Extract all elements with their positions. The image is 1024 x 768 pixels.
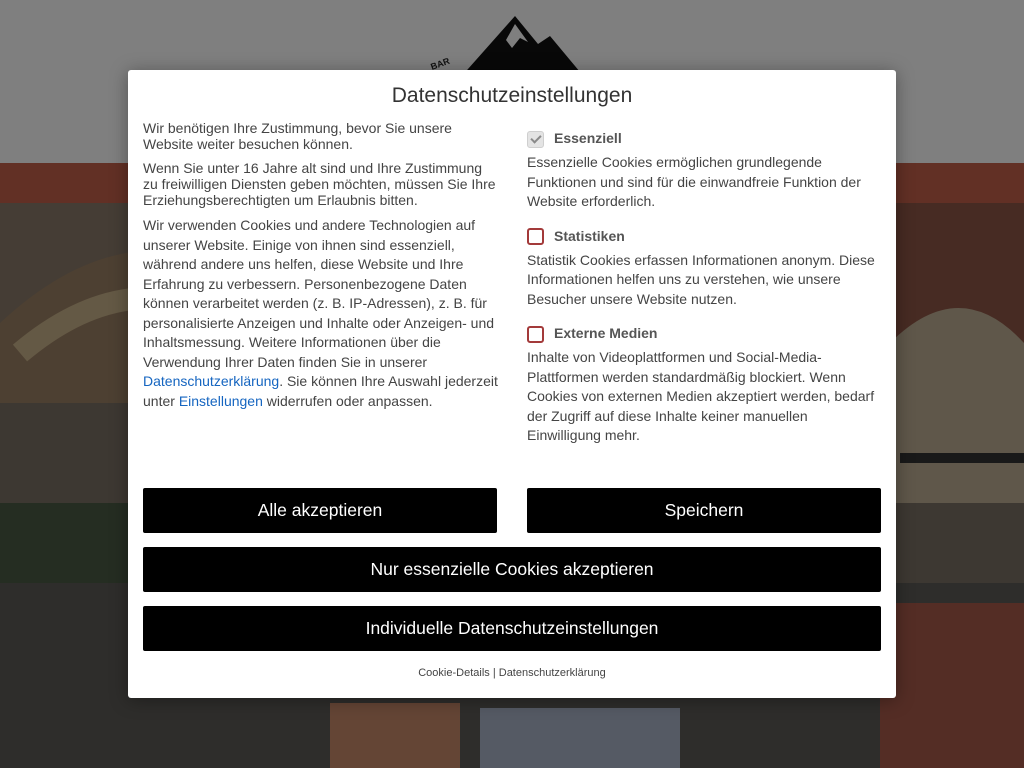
individual-settings-button[interactable]: Individuelle Datenschutzeinstellungen bbox=[143, 606, 881, 651]
group-description-statistics: Statistik Cookies erfassen Informationen anonym. Diese Informationen helfen uns zu verstehen, wie unsere Besucher unsere Website nutzen. bbox=[527, 251, 875, 307]
group-description-essential: Essenzielle Cookies ermöglichen grundlegende Funktionen und sind für die einwandfreie Funktion der Website erforderlich. bbox=[527, 154, 861, 209]
external-media-checkbox[interactable] bbox=[527, 326, 544, 343]
privacy-settings-dialog bbox=[128, 70, 896, 698]
consent-group-external-media bbox=[527, 323, 882, 446]
dialog-footer-links bbox=[128, 667, 896, 679]
group-label-external-media[interactable]: Externe Medien bbox=[554, 325, 658, 342]
group-label-statistics[interactable]: Statistiken bbox=[554, 227, 625, 244]
group-head-essential bbox=[527, 128, 882, 150]
group-head-external-media bbox=[527, 323, 882, 345]
dialog-title: Datenschutzeinstellungen bbox=[391, 84, 633, 107]
consent-groups bbox=[527, 128, 882, 460]
group-label-essential: Essenziell bbox=[554, 130, 622, 147]
accept-essential-only-button[interactable]: Nur essenzielle Cookies akzeptieren bbox=[143, 547, 881, 592]
cookie-details-link[interactable]: Cookie-Details bbox=[418, 667, 490, 679]
group-description-external-media: Inhalte von Videoplattformen und Social-Media-Plattformen werden standardmäßig blockiert. Wenn Cookies von externen Medien akzeptiert werden, bedarf der Zugriff auf diese Inhalte keiner manuellen Einwilligung mehr. bbox=[527, 349, 875, 443]
intro-paragraph-1: Wir benötigen Ihre Zustimmung, bevor Sie unsere Website weiter besuchen können. bbox=[143, 120, 452, 152]
group-head-statistics bbox=[527, 226, 882, 248]
intro-paragraph-3 bbox=[143, 216, 498, 411]
intro-text bbox=[143, 120, 498, 417]
essential-checkbox bbox=[527, 131, 544, 148]
settings-link[interactable]: Einstellungen bbox=[178, 392, 263, 409]
privacy-policy-link[interactable]: Datenschutzerklärung bbox=[143, 373, 280, 389]
intro-paragraph-2: Wenn Sie unter 16 Jahre alt sind und Ihre Zustimmung zu freiwilligen Diensten geben möchten, müssen Sie Ihre Erziehungsberechtigten um Erlaubnis bitten. bbox=[143, 160, 496, 208]
footer-privacy-link[interactable]: Datenschutzerklärung bbox=[498, 667, 606, 679]
save-button[interactable]: Speichern bbox=[527, 488, 881, 533]
footer-separator: | bbox=[492, 667, 496, 679]
statistics-checkbox[interactable] bbox=[527, 228, 544, 245]
intro-paragraph-3-text: Wir verwenden Cookies und andere Technologien auf unserer Website. Einige von ihnen sind essenziell, während andere uns helfen, diese Website und Ihre Erfahrung zu verbessern. Personenbezogene Daten können verarbeitet werden (z. B. IP-Adressen), z. B. für personalisierte Anzeigen und Inhalte oder Anzeigen- und Inhaltsmessung. Weitere Informationen über die Verwendung Ihrer Daten finden Sie in unserer bbox=[143, 217, 495, 370]
consent-group-statistics bbox=[527, 226, 882, 310]
consent-group-essential bbox=[527, 128, 882, 212]
intro-paragraph-3-middle: . Sie können Ihre Auswahl jederzeit unter bbox=[143, 373, 498, 409]
accept-all-button[interactable]: Alle akzeptieren bbox=[143, 488, 497, 533]
intro-paragraph-3-end: widerrufen oder anpassen. bbox=[266, 392, 433, 409]
